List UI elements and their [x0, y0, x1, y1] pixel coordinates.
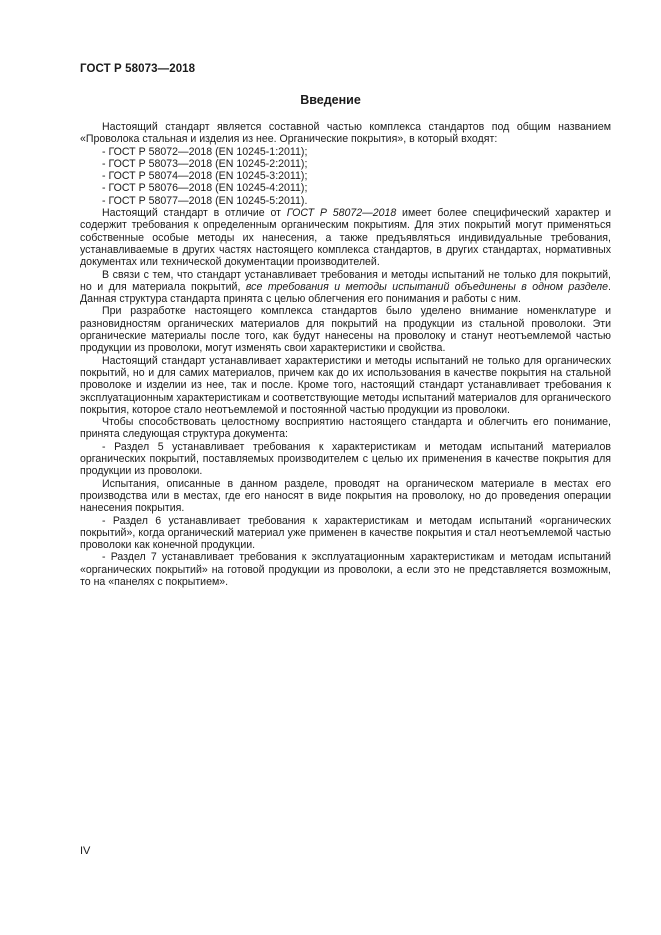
paragraph-section-7: - Раздел 7 устанавливает требования к эксплуатационным характеристикам и методам испытаний «органических покрытий» на готовой продукции из проволоки, а если это не представляется возможным, то на «панелях с покрытием».: [80, 551, 611, 588]
standards-list: [80, 146, 611, 207]
paragraph-tests: Испытания, описанные в данном разделе, проводят на органическом материале в местах его производства или в местах, где его наносят в виде покрытия на проволоку, но до проведения операции нанесения покрытия.: [80, 477, 611, 515]
document-body: [80, 121, 611, 588]
text-run: имеет более специфический характер и содержит требования к определенным органическим покрытиям. Для этих покрытий могут применяться собственные особые методы их нанесения, а также предъявляться индивидуальные требования, устанавливаемые в других частях настоящего комплекса стандартов, в других стандартах, нормативных документах или технической документации производителей.: [80, 207, 611, 269]
text-run: . Данная структура стандарта принята с целью облегчения его понимания и работы с ним.: [80, 280, 611, 306]
paragraph-nomenclature: При разработке настоящего комплекса стандартов было уделено внимание номенклатуре и разновидностям органических материалов для покрытий на продукции из стальной проволоки. Эти органические материалы после того, как будут нанесены на проволоку и станут неотъемлемой частью продукции из проволоки, могут изменять свои характеристики и свойства.: [80, 305, 611, 355]
page-number: IV: [80, 845, 91, 857]
page-title: Введение: [300, 93, 361, 107]
paragraph-specific-character: [80, 207, 611, 268]
emphasis-text: все требования и методы испытаний объединены в одном разделе: [245, 280, 609, 293]
paragraph-section-6: - Раздел 6 устанавливает требования к характеристикам и методам испытаний «органических покрытий», когда органический материал уже применен в качестве покрытия и стал неотъемлемой частью проволоки как конечной продукции.: [80, 514, 611, 552]
list-item: - ГОСТ Р 58077—2018 (EN 10245-5:2011).: [102, 194, 308, 207]
text-run: В связи с тем, что стандарт устанавливает требования и методы испытаний не только для покрытий, но и для материала покрытий,: [80, 268, 611, 293]
list-item: - ГОСТ Р 58072—2018 (EN 10245-1:2011);: [102, 145, 308, 158]
intro-paragraph: Настоящий стандарт является составной частью комплекса стандартов под общим названием «Проволока стальная и изделия из нее. Органические покрытия», в который входят:: [80, 121, 611, 146]
standard-reference: ГОСТ Р 58072—2018: [286, 207, 397, 220]
list-item: - ГОСТ Р 58076—2018 (EN 10245-4:2011);: [102, 182, 308, 195]
paragraph-section-5: - Раздел 5 устанавливает требования к характеристикам и методам испытаний материалов органических покрытий, поставляемых производителем с целью их применения в качестве покрытия для продукции из проволоки.: [80, 440, 611, 478]
text-run: Настоящий стандарт в отличие от: [102, 207, 287, 220]
paragraph-document-structure: Чтобы способствовать целостному восприятию настоящего стандарта и облегчить его понимание, принята следующая структура документа:: [80, 416, 611, 441]
document-header: ГОСТ Р 58073—2018: [80, 63, 196, 75]
list-item: - ГОСТ Р 58074—2018 (EN 10245-3:2011);: [102, 170, 308, 183]
paragraph-structure: [80, 269, 611, 306]
list-item: - ГОСТ Р 58073—2018 (EN 10245-2:2011);: [102, 157, 308, 170]
paragraph-scope: Настоящий стандарт устанавливает характеристики и методы испытаний не только для органических покрытий, но и для самих материалов, причем как до их использования в качестве покрытия на стальной проволоке и изделии из нее, так и после. Кроме того, настоящий стандарт устанавливает требования к эксплуатационным характеристикам и соответствующие методы испытаний материалов для органического покрытия, которое стало неотъемлемой и постоянной частью продукции из проволоки.: [80, 354, 611, 416]
